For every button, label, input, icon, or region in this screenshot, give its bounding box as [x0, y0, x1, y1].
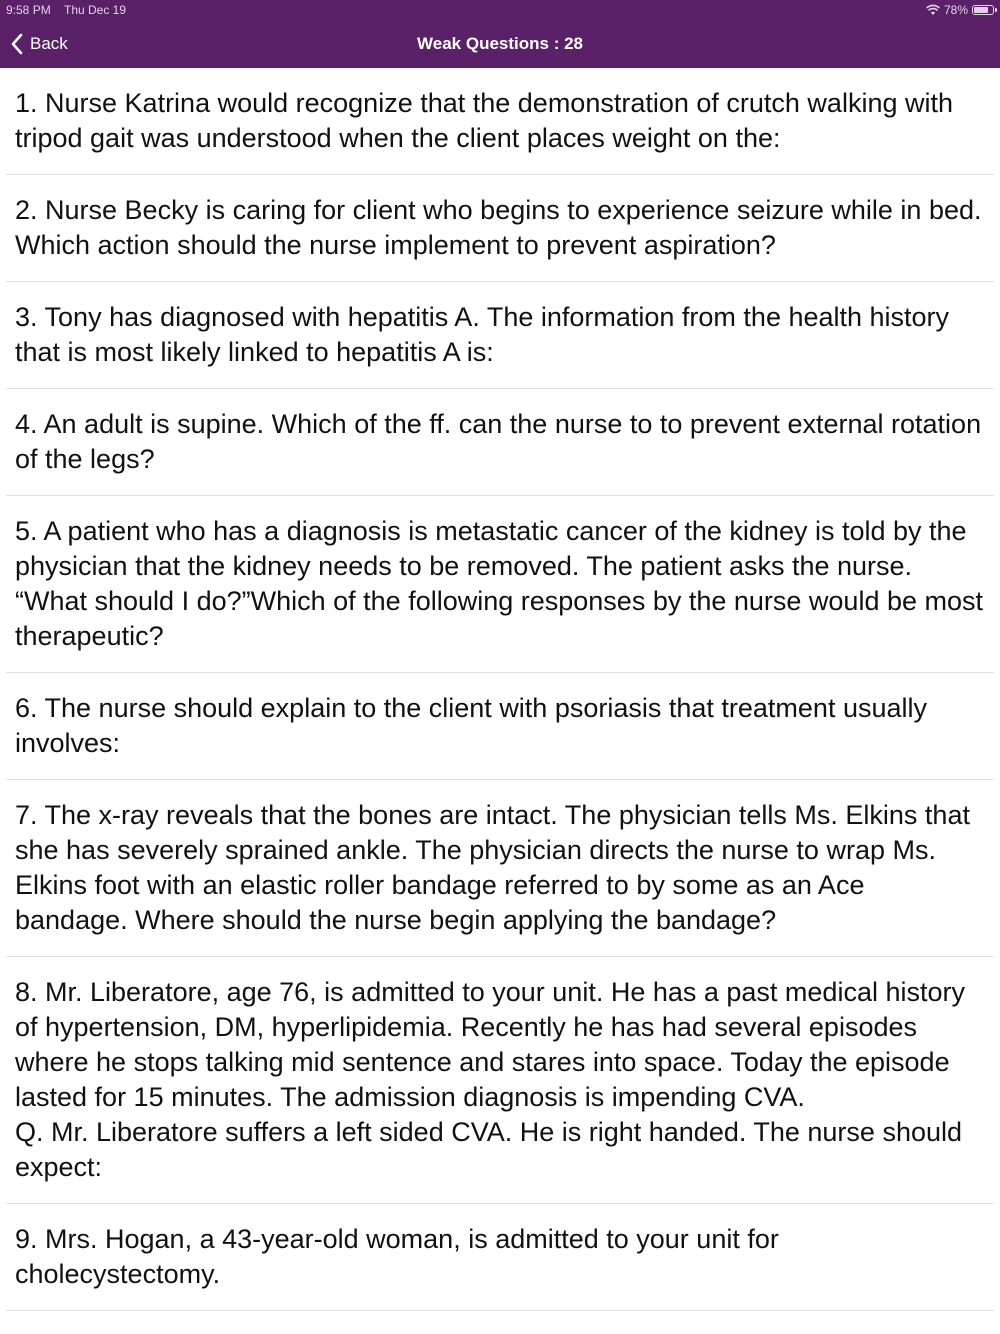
question-text: 6. The nurse should explain to the client with psoriasis that treatment usually involves: [15, 693, 928, 758]
question-row[interactable] [6, 68, 994, 175]
question-text: 2. Nurse Becky is caring for client who begins to experience seizure while in bed. Which action should the nurse implement to prevent aspiration? [15, 195, 982, 260]
nav-bar [0, 22, 1000, 66]
battery-fill [974, 7, 988, 13]
question-row[interactable] [6, 175, 994, 282]
header [0, 0, 1000, 68]
question-text: 3. Tony has diagnosed with hepatitis A. The information from the health history that is most likely linked to hepatitis A is: [15, 302, 950, 367]
page-title: Weak Questions : 28 [417, 34, 583, 53]
question-row[interactable] [6, 957, 994, 1204]
question-row[interactable] [6, 282, 994, 389]
question-row[interactable] [6, 389, 994, 496]
back-label: Back [30, 34, 68, 53]
question-list [0, 68, 1000, 1311]
battery-tip [995, 8, 997, 12]
question-text: 4. An adult is supine. Which of the ff. can the nurse to to prevent external rotation of the legs? [15, 409, 982, 474]
question-row[interactable] [6, 673, 994, 780]
status-bar [0, 0, 1000, 20]
wifi-icon [926, 4, 940, 16]
question-row[interactable] [6, 780, 994, 957]
status-indicators [926, 0, 994, 20]
question-text: 7. The x-ray reveals that the bones are intact. The physician tells Ms. Elkins that she has severely sprained ankle. The physician directs the nurse to wrap Ms. Elkins foot with an elastic roller bandage referred to by some as an Ace bandage. Where should the nurse begin applying the bandage? [15, 800, 970, 935]
status-date: Thu Dec 19 [64, 3, 127, 17]
question-row[interactable] [6, 1204, 994, 1311]
question-text: 5. A patient who has a diagnosis is metastatic cancer of the kidney is told by the physician that the kidney needs to be removed. The patient asks the nurse. “What should I do?”Which of the following responses by the nurse would be most therapeutic? [15, 516, 984, 651]
battery-percent: 78% [943, 3, 968, 17]
question-text: 9. Mrs. Hogan, a 43-year-old woman, is admitted to your unit for cholecystectomy. [15, 1224, 779, 1289]
question-row[interactable] [6, 496, 994, 673]
battery-icon [972, 5, 994, 15]
status-time: 9:58 PM [6, 3, 51, 17]
question-text: 1. Nurse Katrina would recognize that the demonstration of crutch walking with tripod gait was understood when the client places weight on the: [15, 88, 953, 153]
question-text: 8. Mr. Liberatore, age 76, is admitted to your unit. He has a past medical history of hypertension, DM, hyperlipidemia. Recently he has had several episodes where he stops talking mid sentence and stares into space. Today the episode lasted for 15 minutes. The admission diagnosis is impending CVA. Q. Mr. Liberatore suffers a left sided CVA. He is right handed. The nurse should expect: [15, 977, 965, 1182]
